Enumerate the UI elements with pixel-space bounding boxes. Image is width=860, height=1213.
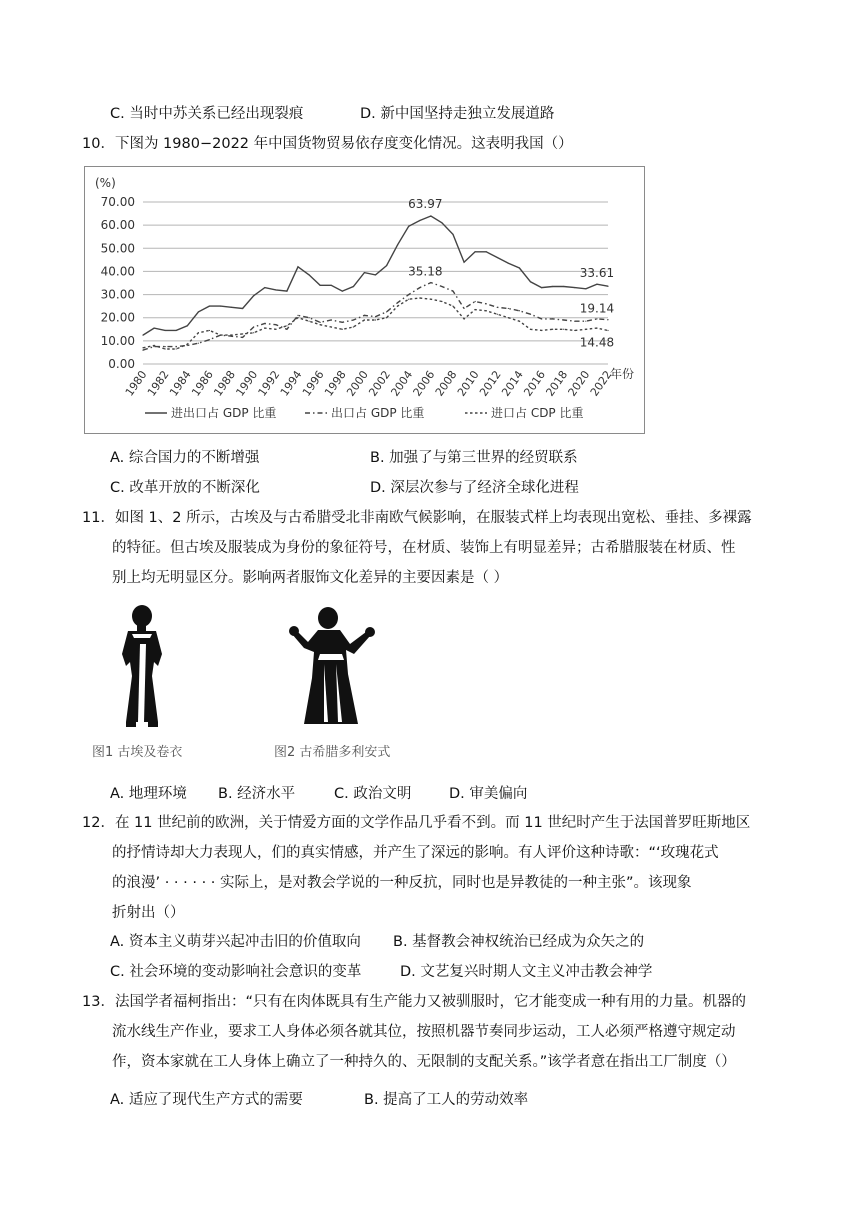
q13-stem-line-3: 作，资本家就在工人身体上确立了一种持久的、无限制的支配关系。”该学者意在指出工厂制度（） xyxy=(112,1054,736,1070)
y-tick-label: 50.00 xyxy=(100,241,135,256)
data-point xyxy=(430,282,431,283)
legend-label-2: 出口占 GDP 比重 xyxy=(331,406,425,420)
data-point xyxy=(153,328,154,329)
q12-option-c: C. 社会环境的变动影响社会意识的变革 xyxy=(110,964,362,980)
data-point xyxy=(375,319,376,320)
data-point xyxy=(430,299,431,300)
data-point xyxy=(574,330,575,331)
data-point xyxy=(353,286,354,287)
data-point xyxy=(286,329,287,330)
x-tick-label: 2006 xyxy=(410,368,438,399)
x-tick-label: 2008 xyxy=(432,368,460,399)
data-point xyxy=(397,302,398,303)
data-point xyxy=(530,281,531,282)
data-point xyxy=(475,301,476,302)
greek-dorian-figure xyxy=(284,604,380,730)
data-point xyxy=(264,287,265,288)
q13-option-a: A. 适应了现代生产方式的需要 xyxy=(110,1092,303,1108)
x-tick-label: 2000 xyxy=(344,368,371,399)
y-unit-label: (%) xyxy=(95,176,116,190)
data-point xyxy=(342,322,343,323)
q12-stem-line-3: 的浪漫’ · · · · · · 实际上，是对教会学说的一种反抗，同时也是异教徒的一种主张”。该现象 xyxy=(112,875,692,891)
data-point xyxy=(187,344,188,345)
q12-number: 12． xyxy=(82,815,115,831)
y-tick-label: 70.00 xyxy=(100,195,135,209)
q10-stem: 下图为 1980−2022 年中国货物贸易依存度变化情况。这表明我国（） xyxy=(114,136,573,152)
data-point xyxy=(198,343,199,344)
q9-option-c: C. 当时中苏关系已经出现裂痕 xyxy=(110,106,304,122)
data-point xyxy=(430,215,431,216)
data-point xyxy=(142,334,143,335)
data-point xyxy=(253,326,254,327)
data-point xyxy=(242,308,243,309)
data-label: 19.14 xyxy=(579,301,615,316)
q12-option-a: A. 资本主义萌芽兴起冲击旧的价值取向 xyxy=(110,934,361,950)
q11-stem-text-1: 如图 1、2 所示，古埃及与古希腊受北非南欧气候影响，在服装式样上均表现出宽松、垂挂、多裸露 xyxy=(114,510,752,526)
y-tick-label: 40.00 xyxy=(100,264,135,279)
data-label: 63.97 xyxy=(408,196,443,211)
data-point xyxy=(297,317,298,318)
q12-stem-line-4: 折射出（） xyxy=(112,905,185,921)
data-point xyxy=(475,309,476,310)
data-point xyxy=(297,266,298,267)
data-point xyxy=(308,317,309,318)
data-point xyxy=(231,336,232,337)
q11-option-d: D. 审美偏向 xyxy=(449,786,528,802)
data-point xyxy=(253,332,254,333)
data-point xyxy=(153,345,154,346)
x-tick-label: 1990 xyxy=(233,368,261,399)
data-point xyxy=(242,337,243,338)
q10-number: 10． xyxy=(82,136,115,152)
data-point xyxy=(596,318,597,319)
data-point xyxy=(419,220,420,221)
trade-dependence-chart xyxy=(84,166,645,434)
x-tick-label: 2020 xyxy=(565,368,593,399)
data-point xyxy=(475,251,476,252)
data-point xyxy=(353,326,354,327)
q12-stem-text-1: 在 11 世纪前的欧洲，关于情爱方面的文学作品几乎看不到。而 11 世纪时产生于法国普罗旺斯地区 xyxy=(114,815,751,831)
data-point xyxy=(364,272,365,273)
q11-stem-line-3: 别上均无明显区分。影响两者服饰文化差异的主要因素是（ ） xyxy=(112,570,509,586)
data-point xyxy=(386,311,387,312)
data-point xyxy=(452,291,453,292)
data-point xyxy=(142,347,143,348)
x-tick-label: 1996 xyxy=(299,368,327,399)
data-point xyxy=(541,318,542,319)
data-point xyxy=(353,319,354,320)
data-point xyxy=(596,328,597,329)
data-point xyxy=(585,288,586,289)
data-point xyxy=(486,303,487,304)
data-point xyxy=(297,315,298,316)
data-point xyxy=(264,328,265,329)
x-tick-label: 2004 xyxy=(388,368,416,399)
x-tick-label: 2022 xyxy=(587,368,615,399)
q11-option-c: C. 政治文明 xyxy=(334,786,412,802)
x-tick-label: 2002 xyxy=(366,368,394,399)
figure-2-caption: 图2 古希腊多利安式 xyxy=(274,745,391,760)
q13-number: 13． xyxy=(82,994,115,1010)
data-point xyxy=(308,321,309,322)
data-point xyxy=(452,234,453,235)
data-point xyxy=(320,324,321,325)
data-point xyxy=(519,267,520,268)
data-point xyxy=(253,295,254,296)
data-point xyxy=(408,226,409,227)
data-point xyxy=(275,329,276,330)
data-point xyxy=(242,333,243,334)
y-tick-label: 60.00 xyxy=(100,218,135,233)
data-point xyxy=(187,325,188,326)
data-point xyxy=(530,314,531,315)
data-point xyxy=(552,286,553,287)
data-point xyxy=(220,334,221,335)
data-point xyxy=(452,306,453,307)
data-point xyxy=(198,332,199,333)
data-point xyxy=(408,299,409,300)
x-tick-label: 2018 xyxy=(543,368,571,399)
data-point xyxy=(508,263,509,264)
data-point xyxy=(364,319,365,320)
data-point xyxy=(607,286,608,287)
y-tick-label: 20.00 xyxy=(100,310,135,325)
data-point xyxy=(320,285,321,286)
data-point xyxy=(386,317,387,318)
x-tick-label: 2010 xyxy=(454,368,482,399)
data-label: 35.18 xyxy=(408,264,443,279)
data-point xyxy=(607,319,608,320)
data-point xyxy=(397,244,398,245)
data-point xyxy=(463,318,464,319)
data-point xyxy=(563,329,564,330)
data-point xyxy=(320,322,321,323)
data-point xyxy=(286,291,287,292)
data-point xyxy=(441,286,442,287)
q11-option-a: A. 地理环境 xyxy=(110,786,187,802)
q13-stem-line-2: 流水线生产作业，要求工人身体必须各就其位，按照机器节奏同步运动，工人必须严格遵守规定动 xyxy=(112,1024,736,1040)
data-point xyxy=(342,291,343,292)
q11-stem-line-2: 的特征。但古埃及服装成为身份的象征符号，在材质、装饰上有明显差异；古希腊服装在材质、性 xyxy=(112,540,736,556)
data-point xyxy=(486,310,487,311)
data-point xyxy=(552,318,553,319)
data-point xyxy=(308,274,309,275)
data-point xyxy=(342,329,343,330)
data-point xyxy=(497,257,498,258)
data-point xyxy=(530,329,531,330)
data-point xyxy=(408,294,409,295)
data-point xyxy=(165,348,166,349)
x-tick-label: 1988 xyxy=(211,368,239,399)
data-point xyxy=(386,265,387,266)
data-point xyxy=(331,326,332,327)
data-point xyxy=(209,339,210,340)
q11-number: 11． xyxy=(82,510,115,526)
q10-option-d: D. 深层次参与了经济全球化进程 xyxy=(370,480,579,496)
data-point xyxy=(176,348,177,349)
data-point xyxy=(596,284,597,285)
data-point xyxy=(275,289,276,290)
data-point xyxy=(563,319,564,320)
figure-1-caption: 图1 古埃及卷衣 xyxy=(92,745,183,760)
legend-label-3: 进口占 CDP 比重 xyxy=(491,406,584,420)
q13-stem-line-1 xyxy=(82,992,746,1012)
data-point xyxy=(231,334,232,335)
data-point xyxy=(508,308,509,309)
data-point xyxy=(486,251,487,252)
egyptian-robe-figure xyxy=(112,604,174,730)
q11-stem-line-1 xyxy=(82,508,752,528)
q13-option-b: B. 提高了工人的劳动效率 xyxy=(364,1092,529,1108)
data-point xyxy=(375,316,376,317)
q10-option-a: A. 综合国力的不断增强 xyxy=(110,450,260,466)
q9-option-d: D. 新中国坚持走独立发展道路 xyxy=(360,106,555,122)
x-tick-label: 1992 xyxy=(255,368,283,399)
data-point xyxy=(419,287,420,288)
data-point xyxy=(209,306,210,307)
data-point xyxy=(264,323,265,324)
legend-label-1: 进出口占 GDP 比重 xyxy=(171,406,277,420)
data-point xyxy=(364,315,365,316)
x-tick-label: 1998 xyxy=(322,368,349,399)
data-point xyxy=(552,329,553,330)
data-point xyxy=(607,330,608,331)
data-point xyxy=(331,285,332,286)
data-point xyxy=(231,307,232,308)
data-point xyxy=(165,330,166,331)
x-tick-label: 1986 xyxy=(189,368,216,399)
q12-option-d: D. 文艺复兴时期人文主义冲击教会神学 xyxy=(400,964,653,980)
y-tick-label: 30.00 xyxy=(100,287,135,302)
data-point xyxy=(508,317,509,318)
data-point xyxy=(585,321,586,322)
data-point xyxy=(220,306,221,307)
x-tick-label: 1994 xyxy=(277,368,305,399)
y-tick-label: 0.00 xyxy=(108,357,135,371)
data-point xyxy=(331,319,332,320)
data-point xyxy=(198,311,199,312)
q12-option-b: B. 基督教会神权统治已经成为众矢之的 xyxy=(393,934,645,950)
q11-option-b: B. 经济水平 xyxy=(218,786,296,802)
y-tick-label: 10.00 xyxy=(100,333,135,348)
data-point xyxy=(585,329,586,330)
x-tick-label: 1982 xyxy=(144,368,172,399)
x-axis-label: 年份 xyxy=(610,367,635,381)
data-point xyxy=(176,346,177,347)
data-point xyxy=(286,325,287,326)
data-point xyxy=(419,297,420,298)
data-point xyxy=(142,350,143,351)
data-point xyxy=(397,306,398,307)
data-point xyxy=(519,321,520,322)
q10-option-c: C. 改革开放的不断深化 xyxy=(110,480,260,496)
x-tick-label: 2016 xyxy=(521,368,549,399)
data-point xyxy=(441,301,442,302)
data-point xyxy=(463,308,464,309)
data-point xyxy=(165,346,166,347)
data-point xyxy=(209,330,210,331)
trade-dependence-chart-svg xyxy=(85,167,644,433)
q12-stem-line-1 xyxy=(82,813,750,833)
data-point xyxy=(497,314,498,315)
data-point xyxy=(497,307,498,308)
data-label: 14.48 xyxy=(579,335,615,350)
data-point xyxy=(176,330,177,331)
data-point xyxy=(563,286,564,287)
data-point xyxy=(574,321,575,322)
q10-stem-line xyxy=(82,134,573,154)
data-point xyxy=(441,222,442,223)
x-tick-label: 2012 xyxy=(477,368,504,399)
q13-stem-text-1: 法国学者福柯指出：“只有在肉体既具有生产能力又被驯服时，它才能变成一种有用的力量。机器的 xyxy=(114,994,746,1010)
q12-stem-line-2: 的抒情诗却大力表现人，们的真实情感，并产生了深远的影响。有人评价这种诗歌：“‘玫瑰花式 xyxy=(112,845,719,861)
x-tick-label: 1980 xyxy=(122,368,150,399)
data-label: 33.61 xyxy=(579,266,615,281)
x-tick-label: 2014 xyxy=(499,368,526,399)
data-point xyxy=(574,287,575,288)
data-point xyxy=(541,287,542,288)
data-point xyxy=(519,310,520,311)
x-tick-label: 1984 xyxy=(167,368,194,399)
data-point xyxy=(541,330,542,331)
data-point xyxy=(375,274,376,275)
q10-option-b: B. 加强了与第三世界的经贸联系 xyxy=(370,450,578,466)
data-point xyxy=(275,324,276,325)
data-point xyxy=(463,262,464,263)
